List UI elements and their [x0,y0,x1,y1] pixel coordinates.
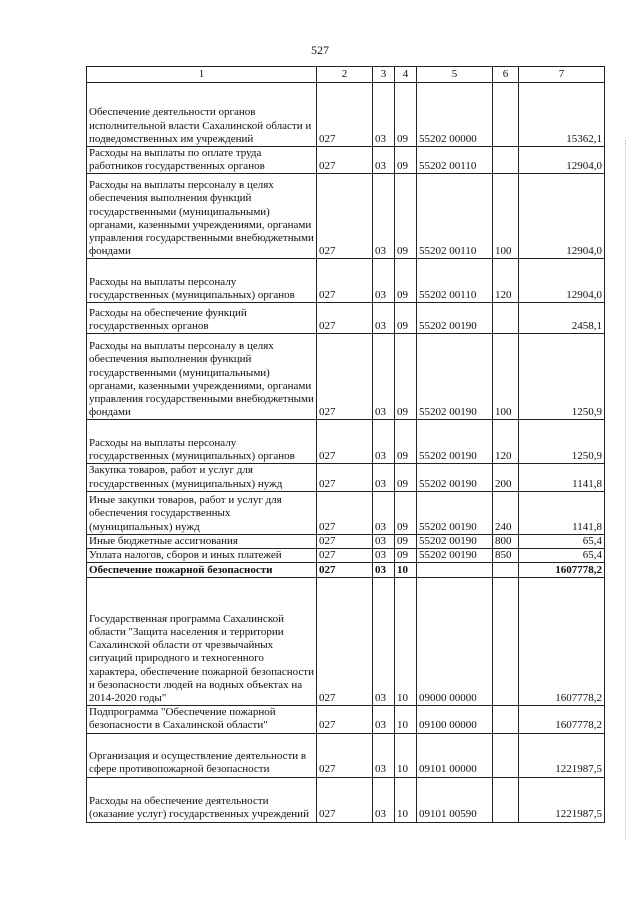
column-header: 2 [317,67,373,83]
code-cell-c5: 55202 00000 [417,83,493,147]
code-cell-c6 [493,578,519,706]
amount-cell: 1221987,5 [519,777,605,822]
page-number: 527 [311,43,329,57]
row-name-cell: Расходы на выплаты персоналу в целях обеспечения выполнения функций государственными (муниципальными) органами, казенными учреждениями, органами управления государственными внебюджетными фондами [87,334,317,420]
table-row [87,534,605,548]
code-cell-c3: 03 [373,174,395,259]
table-row [87,563,605,578]
code-cell-c6: 240 [493,491,519,534]
code-cell-c6: 850 [493,549,519,563]
row-name-cell: Расходы на выплаты персоналу в целях обеспечения выполнения функций государственными (муниципальными) органами, казенными учреждениями, органами управления государственными внебюджетными фондами [87,174,317,259]
code-cell-c5: 09101 00000 [417,733,493,777]
table-row [87,706,605,733]
code-cell-c5: 09100 00000 [417,706,493,733]
amount-cell: 12904,0 [519,174,605,259]
row-name-cell: Расходы на обеспечение деятельности (оказание услуг) государственных учреждений [87,777,317,822]
table-row [87,83,605,147]
code-cell-c6 [493,706,519,733]
code-cell-c4: 10 [395,578,417,706]
table-row [87,147,605,174]
code-cell-c6 [493,733,519,777]
code-cell-c6 [493,563,519,578]
code-cell-c4: 09 [395,549,417,563]
code-cell-c5: 55202 00110 [417,147,493,174]
code-cell-c4: 09 [395,464,417,491]
code-cell-c3: 03 [373,259,395,303]
row-name-cell: Обеспечение пожарной безопасности [87,563,317,578]
code-cell-c2: 027 [317,706,373,733]
amount-cell: 65,4 [519,549,605,563]
code-cell-c2: 027 [317,549,373,563]
margin-dotted-line [625,140,628,840]
code-cell-c5: 55202 00190 [417,303,493,334]
row-name-cell: Расходы на обеспечение функций государственных органов [87,303,317,334]
code-cell-c5: 55202 00110 [417,174,493,259]
code-cell-c3: 03 [373,777,395,822]
table-row [87,174,605,259]
table-row [87,464,605,491]
code-cell-c3: 03 [373,534,395,548]
code-cell-c3: 03 [373,303,395,334]
code-cell-c2: 027 [317,303,373,334]
code-cell-c2: 027 [317,420,373,464]
code-cell-c6: 800 [493,534,519,548]
row-name-cell: Государственная программа Сахалинской области "Защита населения и территории Сахалинской области от чрезвычайных ситуаций природного и техногенного характера, обеспечение пожарной безопасности и безопасности людей на водных объектах на 2014-2020 годы" [87,578,317,706]
row-name-cell: Уплата налогов, сборов и иных платежей [87,549,317,563]
row-name-cell: Расходы на выплаты персоналу государственных (муниципальных) органов [87,259,317,303]
amount-cell: 1607778,2 [519,563,605,578]
code-cell-c4: 10 [395,733,417,777]
code-cell-c2: 027 [317,534,373,548]
amount-cell: 2458,1 [519,303,605,334]
code-cell-c3: 03 [373,147,395,174]
code-cell-c3: 03 [373,83,395,147]
code-cell-c5: 55202 00190 [417,549,493,563]
table-header-row [87,67,605,83]
code-cell-c6: 100 [493,174,519,259]
code-cell-c2: 027 [317,334,373,420]
amount-cell: 65,4 [519,534,605,548]
row-name-cell: Обеспечение деятельности органов исполнительной власти Сахалинской области и подведомственных им учреждений [87,83,317,147]
code-cell-c6 [493,777,519,822]
code-cell-c3: 03 [373,464,395,491]
code-cell-c4: 10 [395,706,417,733]
code-cell-c4: 09 [395,491,417,534]
row-name-cell: Расходы на выплаты по оплате труда работников государственных органов [87,147,317,174]
code-cell-c2: 027 [317,174,373,259]
table-row [87,334,605,420]
code-cell-c6: 200 [493,464,519,491]
column-header: 1 [87,67,317,83]
code-cell-c5: 55202 00190 [417,464,493,491]
budget-table [86,66,605,823]
column-header: 7 [519,67,605,83]
column-header: 5 [417,67,493,83]
amount-cell: 1141,8 [519,491,605,534]
code-cell-c6 [493,83,519,147]
code-cell-c6 [493,303,519,334]
code-cell-c5: 55202 00190 [417,491,493,534]
code-cell-c5: 55202 00190 [417,534,493,548]
code-cell-c4: 09 [395,334,417,420]
code-cell-c6: 120 [493,259,519,303]
code-cell-c3: 03 [373,578,395,706]
code-cell-c3: 03 [373,334,395,420]
table-row [87,420,605,464]
code-cell-c4: 09 [395,83,417,147]
amount-cell: 1250,9 [519,420,605,464]
code-cell-c5: 55202 00190 [417,334,493,420]
column-header: 4 [395,67,417,83]
code-cell-c5 [417,563,493,578]
code-cell-c5: 55202 00190 [417,420,493,464]
code-cell-c6: 120 [493,420,519,464]
table-body [87,83,605,823]
table-row [87,777,605,822]
code-cell-c4: 10 [395,563,417,578]
code-cell-c3: 03 [373,420,395,464]
code-cell-c2: 027 [317,563,373,578]
row-name-cell: Организация и осуществление деятельности в сфере противопожарной безопасности [87,733,317,777]
table-row [87,578,605,706]
code-cell-c2: 027 [317,83,373,147]
code-cell-c2: 027 [317,491,373,534]
amount-cell: 12904,0 [519,147,605,174]
amount-cell: 1607778,2 [519,706,605,733]
table-row [87,549,605,563]
code-cell-c3: 03 [373,706,395,733]
code-cell-c6: 100 [493,334,519,420]
amount-cell: 1607778,2 [519,578,605,706]
code-cell-c4: 10 [395,777,417,822]
code-cell-c2: 027 [317,147,373,174]
code-cell-c2: 027 [317,777,373,822]
code-cell-c2: 027 [317,578,373,706]
code-cell-c4: 09 [395,534,417,548]
column-header: 6 [493,67,519,83]
amount-cell: 1141,8 [519,464,605,491]
code-cell-c2: 027 [317,733,373,777]
row-name-cell: Подпрограмма "Обеспечение пожарной безопасности в Сахалинской области" [87,706,317,733]
code-cell-c3: 03 [373,549,395,563]
code-cell-c3: 03 [373,563,395,578]
amount-cell: 12904,0 [519,259,605,303]
code-cell-c4: 09 [395,174,417,259]
amount-cell: 15362,1 [519,83,605,147]
code-cell-c5: 09000 00000 [417,578,493,706]
code-cell-c3: 03 [373,733,395,777]
code-cell-c2: 027 [317,259,373,303]
amount-cell: 1221987,5 [519,733,605,777]
row-name-cell: Иные бюджетные ассигнования [87,534,317,548]
amount-cell: 1250,9 [519,334,605,420]
code-cell-c4: 09 [395,303,417,334]
table-row [87,303,605,334]
code-cell-c5: 55202 00110 [417,259,493,303]
code-cell-c4: 09 [395,259,417,303]
code-cell-c2: 027 [317,464,373,491]
row-name-cell: Закупка товаров, работ и услуг для государственных (муниципальных) нужд [87,464,317,491]
table-row [87,733,605,777]
table-row [87,491,605,534]
code-cell-c6 [493,147,519,174]
row-name-cell: Расходы на выплаты персоналу государственных (муниципальных) органов [87,420,317,464]
code-cell-c4: 09 [395,147,417,174]
column-header: 3 [373,67,395,83]
code-cell-c3: 03 [373,491,395,534]
table-row [87,259,605,303]
code-cell-c5: 09101 00590 [417,777,493,822]
code-cell-c4: 09 [395,420,417,464]
row-name-cell: Иные закупки товаров, работ и услуг для обеспечения государственных (муниципальных) нужд [87,491,317,534]
